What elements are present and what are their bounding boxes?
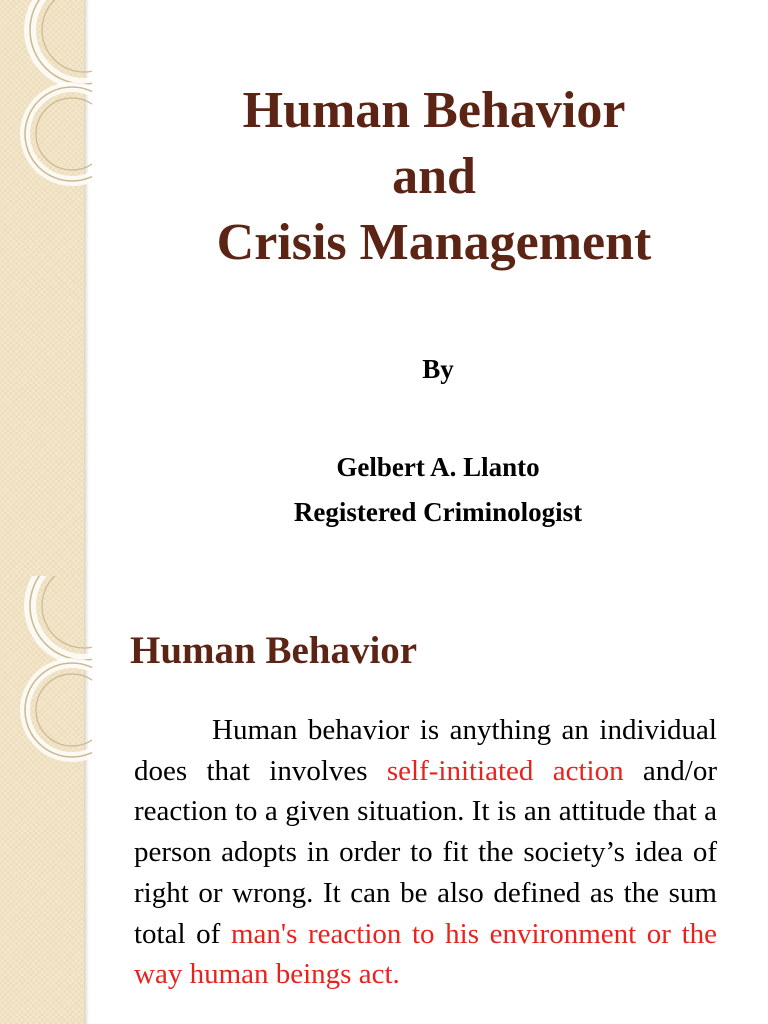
definition-paragraph [134,710,717,995]
paragraph-text-2: and/or reaction to a given situation. It is an attitude that a person adopts in order to fit the society’s idea of right or wrong. It can be also defined as the sum total of [134,754,717,950]
ring-decoration-icon [0,0,92,200]
paragraph-text-1: Human behavior is anything an individual does that involves [134,714,717,787]
author-name: Gelbert A. Llanto [336,452,540,482]
highlight-mans-reaction: man's reaction to his environment or the way human beings act. [134,917,718,991]
content-slide [0,576,768,1024]
section-heading: Human Behavior [130,629,418,672]
author-block [100,445,768,535]
by-label: By [422,354,454,384]
ring-decoration-icon [0,576,92,776]
presentation-title [100,78,768,276]
title-line-3: Crisis Management [216,214,652,271]
title-line-1: Human Behavior [242,82,626,139]
title-line-2: and [392,148,476,205]
highlight-self-initiated-action: self-initiated action [386,754,624,787]
author-title: Registered Criminologist [293,497,583,527]
